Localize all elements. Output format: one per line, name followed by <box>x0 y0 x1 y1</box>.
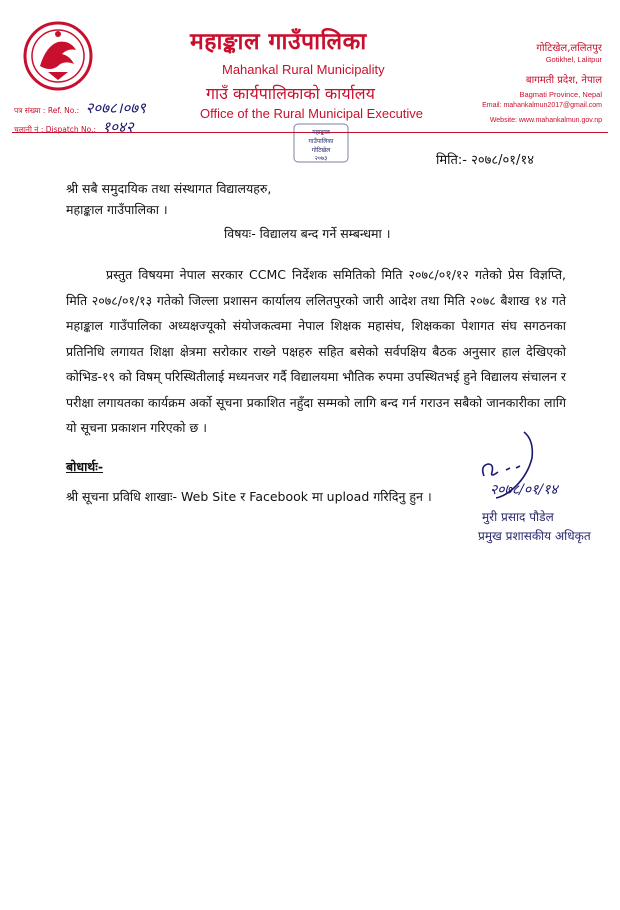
municipality-title-np: महाङ्काल गाउँपालिका <box>190 29 367 55</box>
website-text: Website: www.mahankalmun.gov.np <box>489 117 602 124</box>
letter-date: मिति:- २०७८/०१/१४ <box>436 153 534 168</box>
municipality-title-en: Mahankal Rural Municipality <box>222 62 385 77</box>
subject-line: विषयः- विद्यालय बन्द गर्ने सम्बन्धमा । <box>224 226 391 241</box>
signature-date: २०७८/०१/१४ <box>490 482 558 498</box>
dispatch-label: चलानी नं : Dispatch No.: <box>14 125 97 134</box>
province-np: बागमती प्रदेश, नेपाल <box>525 75 602 86</box>
letter-body <box>66 262 566 441</box>
province-en: Bagmati Province, Nepal <box>519 90 602 99</box>
letter-body-text: प्रस्तुत विषयमा नेपाल सरकार CCMC निर्देशक समितिको मिति २०७८/०१/१२ गतेको प्रेस विज्ञप्ति, मिति २०७८/०१/१३ गतेको जिल्ला प्रशासन कार्यालय ललितपुरको जारी आदेश तथा मिति २०७८ बैशाख १४ गते महाङ्काल गाउँपालिका अध्यक्षज्यूको संयोजकत्वमा नेपाल शिक्षक महासंघ, शिक्षकका पेशागत संघ सगठनका प्रतिनिधि लगायत शिक्षा क्षेत्रमा सरोकार राख्ने पक्षहरु सहित बसेको सर्वपक्षिय बैठक अनुसार हाल देखिएको कोभिड-१९ को विषम् परिस्थितीलाई मध्यनजर गर्दै विद्यालयमा भौतिक रुपमा उपस्थितभई हुने विद्यालय संचालन र परीक्षा लगायतका कार्यक्रम अर्को सूचना प्रकाशित नहुँदा सम्मको लागि बन्द गर्न गराउन सबैको जानकारीका लागि यो सूचना प्रकाशन गरिएको छ । <box>66 267 566 435</box>
municipality-emblem <box>22 20 94 92</box>
recipient-line-1: श्री सबै समुदायिक तथा संस्थागत विद्यालयहरु, <box>66 181 272 196</box>
stamp-line-2: गाउँपालिका <box>308 138 334 145</box>
ref-label: पत्र संख्या : Ref. No.: <box>14 106 80 115</box>
cc-note: श्री सूचना प्रविधि शाखाः- Web Site र Facebook मा upload गरिदिनु हुन । <box>66 489 432 504</box>
signatory-name: मुरी प्रसाद पौडेल <box>482 510 554 524</box>
cc-label: बोधार्थः- <box>66 459 104 474</box>
ref-value: २०७८।०७९ <box>85 99 146 117</box>
ref-number-row <box>14 98 146 118</box>
email-text: Email: mahankalmun2017@gmail.com <box>482 102 602 109</box>
signatory-title: प्रमुख प्रशासकीय अधिकृत <box>478 529 591 543</box>
address-en: Gotikhel, Lalitpur <box>545 55 602 64</box>
dispatch-number-row <box>14 117 134 137</box>
stamp-line-3: गोटिखेल <box>311 147 331 154</box>
stamp-line-4: २०७३ <box>314 155 328 162</box>
stamp-line-1: महाङ्काल <box>312 129 330 136</box>
address-np: गोटिखेल,ललितपुर <box>536 43 602 54</box>
office-stamp <box>292 122 350 164</box>
office-title-en: Office of the Rural Municipal Executive <box>200 106 424 121</box>
office-title-np: गाउँ कार्यपालिकाको कार्यालय <box>206 84 375 103</box>
recipient-line-2: महाङ्काल गाउँपालिका । <box>66 202 168 217</box>
dispatch-value: १०४२ <box>102 118 134 136</box>
